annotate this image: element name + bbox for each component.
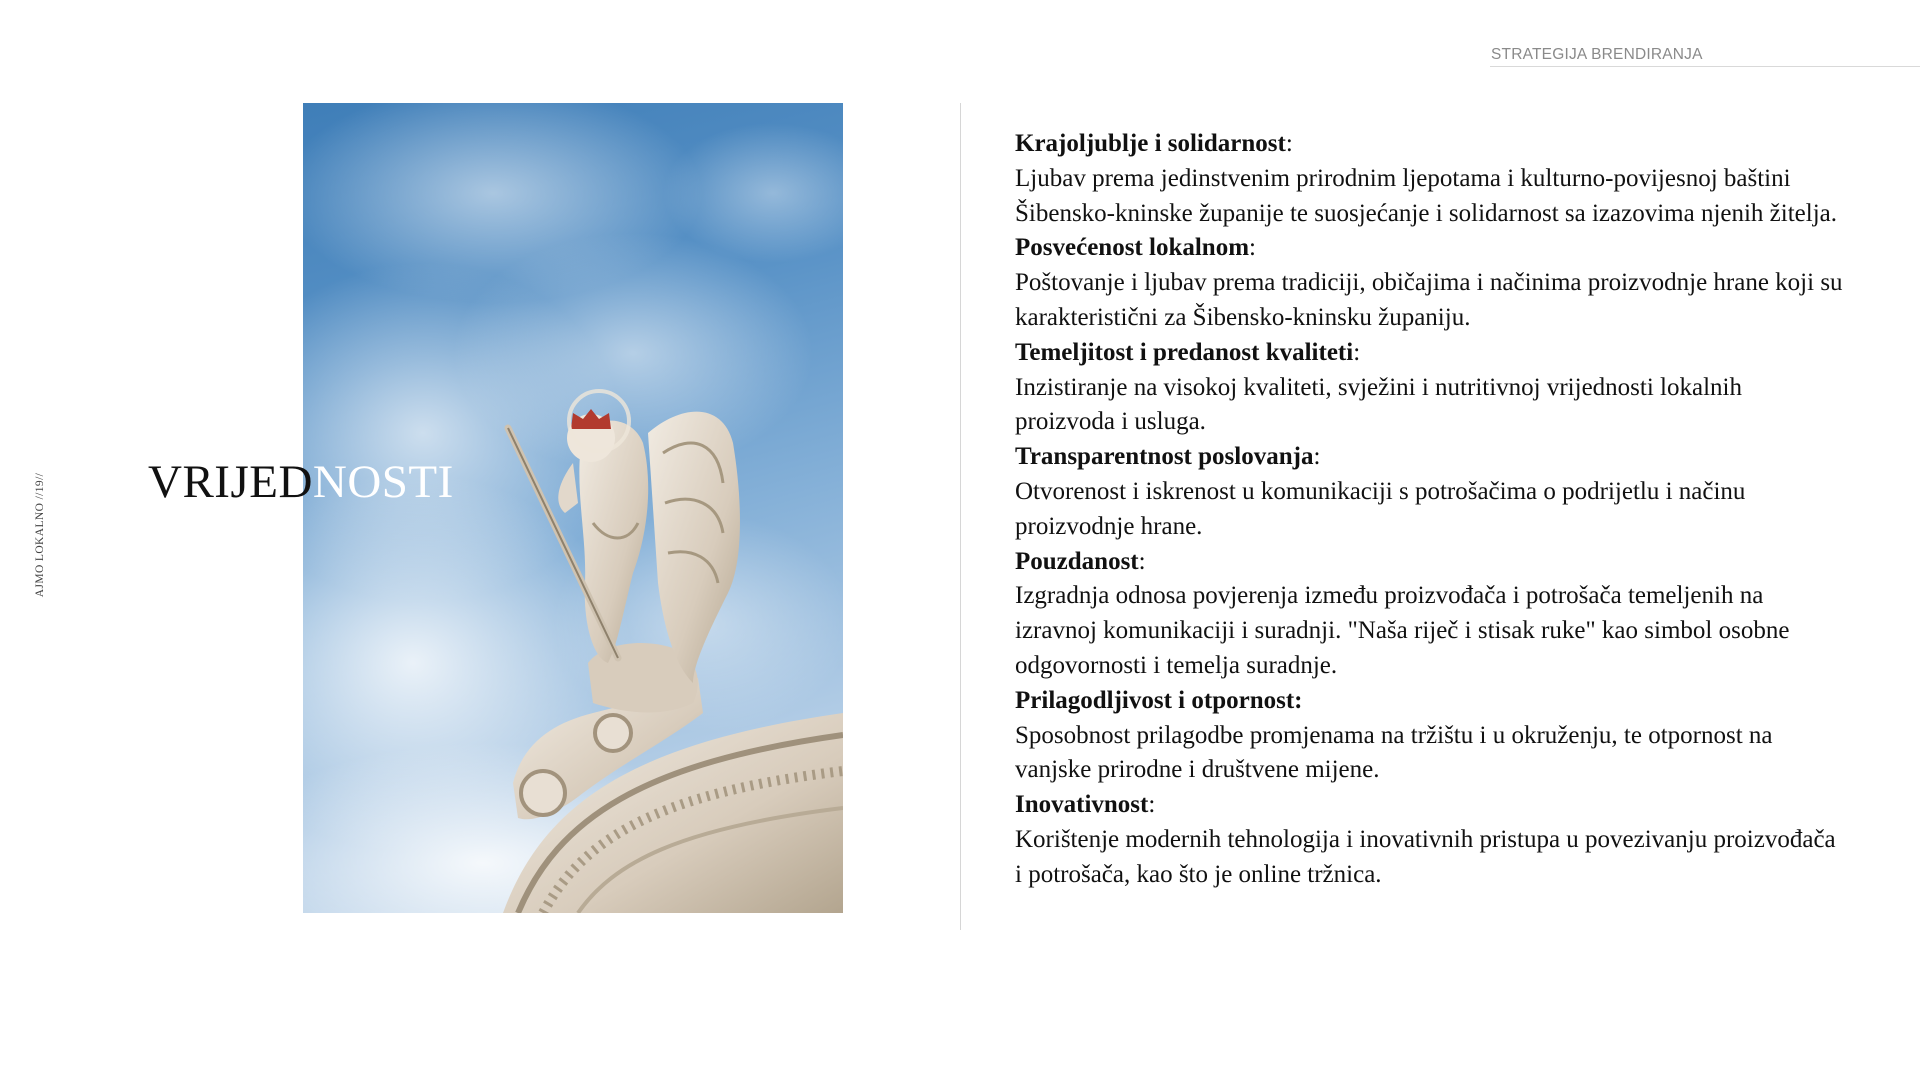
value-heading-suffix: : [1249,234,1256,262]
value-heading-text: Posvećenost lokalnom [1015,234,1250,262]
value-heading-suffix: : [1148,791,1156,819]
value-heading [1015,545,1845,580]
value-description: Poštovanje i ljubav prema tradiciji, običajima i načinima proizvodnje hrane koji su karakteristični za Šibensko-kninsku županiju. [1015,269,1843,331]
value-description: Izgradnja odnosa povjerenja između proizvođača i potrošača temeljenih na izravnoj komunikaciji i suradnji. "Naša riječ i stisak ruke" kao simbol osobne odgovornosti i temelja suradnje. [1015,582,1790,679]
header-label: STRATEGIJA BRENDIRANJA [1491,46,1703,63]
side-label: AJMO LOKALNO //19// [34,472,46,598]
value-heading-text: Pouzdanost [1015,547,1139,575]
value-description: Otvorenost i iskrenost u komunikaciji s potrošačima o podrijetlu i načinu proizvodnje hrane. [1015,477,1746,540]
value-item [1015,127,1845,231]
value-heading [1015,127,1845,162]
value-heading-text: Prilagodljivost i otpornost: [1015,686,1303,714]
value-heading-text: Temeljitost i predanost kvaliteti [1015,338,1354,366]
page-title [148,452,454,512]
value-description: Sposobnost prilagodbe promjenama na tržištu i u okruženju, te otpornost na vanjske prirodne i društvene mijene. [1015,721,1773,784]
value-heading-suffix: : [1353,338,1361,366]
value-heading [1015,684,1845,719]
value-item [1015,336,1845,440]
value-heading [1015,336,1845,371]
value-heading [1015,231,1845,266]
value-item [1015,440,1845,544]
value-description: Inzistiranje na visokoj kvaliteti, svježini i nutritivnoj vrijednosti lokalnih proizvoda i usluga. [1015,373,1742,436]
value-heading-suffix: : [1313,443,1321,471]
value-item [1015,231,1845,335]
value-item [1015,545,1845,684]
value-item [1015,684,1845,788]
values-list [1015,127,1845,893]
value-description: Korištenje modernih tehnologija i inovativnih pristupa u povezivanju proizvođača i potrošača, kao što je online tržnica. [1015,825,1836,888]
column-divider [960,103,961,930]
value-description: Ljubav prema jedinstvenim prirodnim ljepotama i kulturno-povijesnoj baštini Šibensko-kninske županije te suosjećanje i solidarnost sa izazovima njenih žitelja. [1015,164,1837,227]
value-heading-suffix: : [1285,130,1293,157]
value-heading [1015,440,1845,475]
value-heading-text: Krajoljublje i solidarnost [1015,130,1286,157]
value-heading-suffix: : [1138,547,1146,575]
value-item [1015,788,1845,892]
value-heading [1015,788,1845,823]
title-part-light: NOSTI [312,456,454,508]
title-part-dark: VRIJED [148,456,313,508]
header-rule [1490,66,1920,67]
value-heading-text: Inovativnost [1015,791,1149,819]
value-heading-text: Transparentnost poslovanja [1015,443,1314,471]
